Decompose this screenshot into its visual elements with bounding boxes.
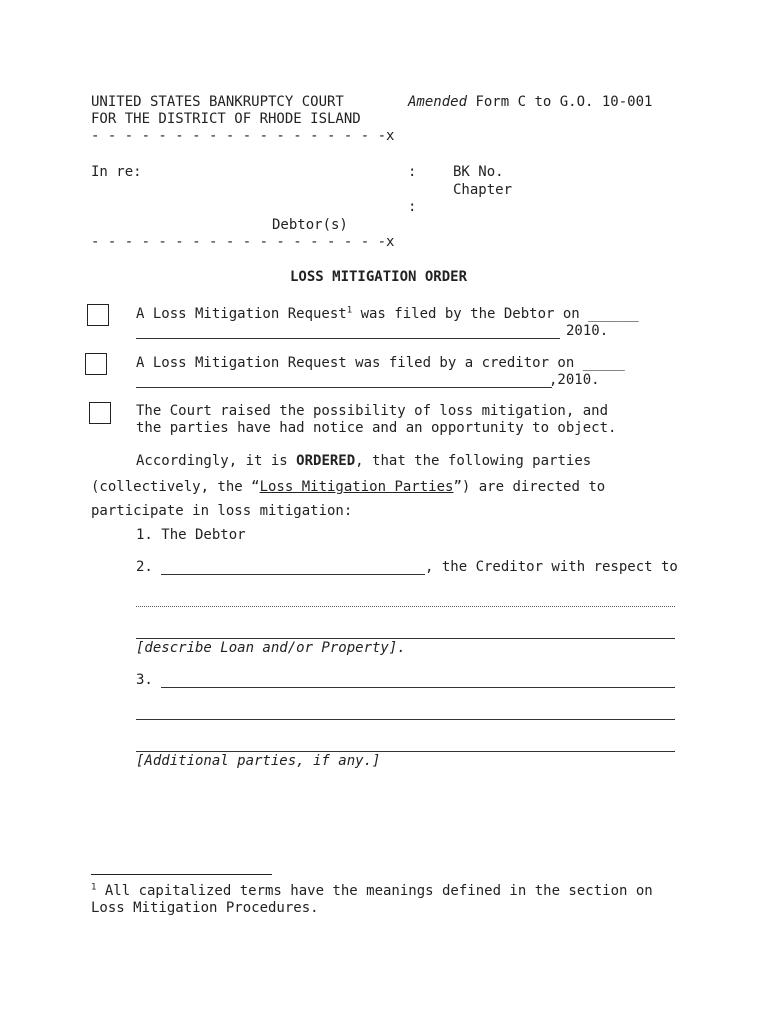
chapter-label: Chapter: [453, 182, 513, 198]
party-item-3-number: 3.: [136, 672, 153, 688]
option-court-raised-checkbox[interactable]: [89, 402, 111, 424]
option-debtor-request-checkbox[interactable]: [87, 304, 109, 326]
party-item-debtor: 1. The Debtor: [136, 527, 246, 543]
loan-description-blank-2[interactable]: [136, 638, 675, 639]
bk-number-label: BK No.: [453, 164, 504, 180]
form-number: Form C to G.O. 10-001: [467, 94, 653, 110]
additional-party-blank-2[interactable]: [136, 719, 675, 720]
option-creditor-request-line1: A Loss Mitigation Request was filed by a creditor on _____: [136, 355, 625, 371]
ordered-paragraph-line2: (collectively, the “Loss Mitigation Parties”) are directed to: [91, 479, 606, 495]
additional-parties-instruction: [Additional parties, if any.]: [136, 753, 381, 769]
creditor-name-blank[interactable]: [161, 574, 425, 575]
caption-colon-1: :: [408, 164, 417, 180]
debtor-request-date-blank[interactable]: [136, 338, 560, 339]
option-debtor-request-year: 2010.: [566, 323, 609, 339]
footnote-line2: Loss Mitigation Procedures.: [91, 900, 319, 916]
debtor-label: Debtor(s): [272, 217, 348, 233]
ordered-paragraph-line3: participate in loss mitigation:: [91, 503, 353, 519]
option-court-raised-line1: The Court raised the possibility of loss mitigation, and: [136, 403, 609, 419]
additional-party-blank-1[interactable]: [161, 687, 675, 688]
caption-colon-2: :: [408, 199, 417, 215]
option-creditor-request-year: ,2010.: [549, 372, 600, 388]
footnote-marker: 1: [91, 882, 97, 893]
order-title: LOSS MITIGATION ORDER: [290, 269, 468, 285]
caption-separator-top: - - - - - - - - - - - - - - - - - -x: [91, 128, 395, 144]
ordered-paragraph-line1: Accordingly, it is ORDERED, that the following parties: [136, 453, 592, 469]
party-item-2-text: , the Creditor with respect to: [425, 559, 678, 575]
amended-label: Amended: [408, 94, 468, 110]
footnote-rule: [91, 874, 272, 875]
in-re-label: In re:: [91, 164, 142, 180]
court-name-line2: FOR THE DISTRICT OF RHODE ISLAND: [91, 111, 361, 127]
option-debtor-request-line1: A Loss Mitigation Request$^1$ was filed by the Debtor on ______: [136, 305, 639, 322]
additional-party-blank-3[interactable]: [136, 751, 675, 752]
defined-term-parties: Loss Mitigation Parties: [259, 479, 454, 495]
footnote-ref: 1: [346, 305, 353, 316]
party-item-2-number: 2.: [136, 559, 153, 575]
creditor-request-date-blank[interactable]: [136, 387, 552, 388]
option-creditor-request-checkbox[interactable]: [85, 353, 107, 375]
caption-separator-bottom: - - - - - - - - - - - - - - - - - -x: [91, 234, 395, 250]
describe-loan-instruction: [describe Loan and/or Property].: [136, 640, 406, 656]
loan-description-blank-1[interactable]: [136, 606, 675, 607]
court-name-line1: UNITED STATES BANKRUPTCY COURT: [91, 94, 344, 110]
option-court-raised-line2: the parties have had notice and an opportunity to object.: [136, 420, 617, 436]
ordered-word: ORDERED: [296, 453, 356, 469]
form-reference: [408, 94, 652, 111]
footnote-line1: $^1$ All capitalized terms have the meanings defined in the section on: [91, 882, 653, 899]
